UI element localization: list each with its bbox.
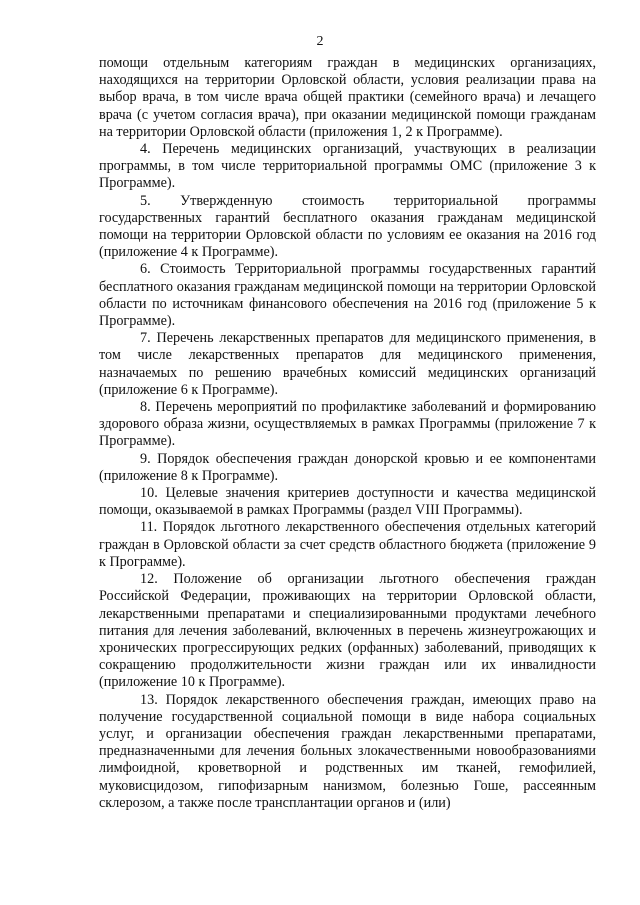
document-body [99, 55, 596, 812]
paragraph-item-7: 7. Перечень лекарственных препаратов для медицинского применения, в том числе лекарственных препаратов для медицинского применения, назначаемых по решению врачебных комиссий медицинских организаций (приложение 6 к Программе). [99, 330, 596, 398]
paragraph-item-11: 11. Порядок льготного лекарственного обеспечения отдельных категорий граждан в Орловской области за счет средств областного бюджета (приложение 9 к Программе). [99, 519, 596, 570]
paragraph-item-8: 8. Перечень мероприятий по профилактике заболеваний и формированию здорового образа жизни, осуществляемых в рамках Программы (приложение 7 к Программе). [99, 399, 596, 450]
paragraph-item-9: 9. Порядок обеспечения граждан донорской кровью и ее компонентами (приложение 8 к Программе). [99, 450, 596, 484]
paragraph-item-10: 10. Целевые значения критериев доступности и качества медицинской помощи, оказываемой в рамках Программы (раздел VIII Программы). [99, 485, 596, 519]
paragraph-item-6: 6. Стоимость Территориальной программы государственных гарантий бесплатного оказания гражданам медицинской помощи на территории Орловской области по источникам финансового обеспечения на 2016 год (приложение 5 к Программе). [99, 261, 596, 330]
paragraph-continuation: помощи отдельным категориям граждан в медицинских организациях, находящихся на территории Орловской области, условия реализации права на выбор врача, в том числе врача общей практики (семейного врача) и лечащего врача (с учетом согласия врача), при оказании медицинской помощи гражданам на территории Орловской области (приложения 1, 2 к Программе). [99, 55, 596, 140]
paragraph-item-13: 13. Порядок лекарственного обеспечения граждан, имеющих право на получение государственной социальной помощи в виде набора социальных услуг, и организации обеспечения граждан лекарственными препаратами, предназначенными для лечения больных злокачественными новообразованиями лимфоидной, кроветворной и родственных им тканей, гемофилией, муковисцидозом, гипофизарным нанизмом, болезнью Гоше, рассеянным склерозом, а также после трансплантации органов и (или) [99, 691, 596, 811]
paragraph-item-5: 5. Утвержденную стоимость территориальной программы государственных гарантий бесплатного оказания гражданам медицинской помощи на территории Орловской области по условиям ее оказания на 2016 год (приложение 4 к Программе). [99, 192, 596, 261]
paragraph-item-4: 4. Перечень медицинских организаций, участвующих в реализации программы, в том числе территориальной программы ОМС (приложение 3 к Программе). [99, 141, 596, 192]
paragraph-item-12: 12. Положение об организации льготного обеспечения граждан Российской Федерации, проживающих на территории Орловской области, лекарственными препаратами и специализированными продуктами лечебного питания для лечения заболеваний, включенных в перечень жизнеугрожающих и хронических прогрессирующих редких (орфанных) заболеваний, приводящих к сокращению продолжительности жизни граждан или их инвалидности (приложение 10 к Программе). [99, 571, 596, 691]
page-number: 2 [316, 34, 324, 49]
